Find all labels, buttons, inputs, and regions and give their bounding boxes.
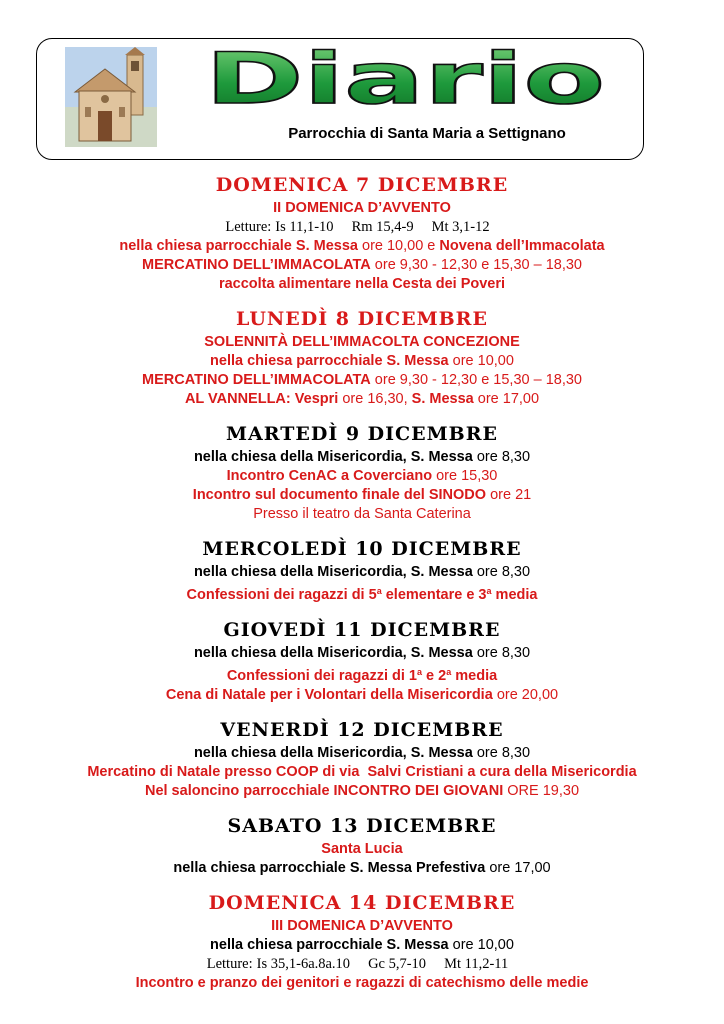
event-text: Cena di Natale per i Volontari della Misericordia (165, 687, 493, 703)
readings-label: Letture: (206, 956, 253, 972)
day-subtitle: II DOMENICA D’AVVENTO (273, 200, 451, 216)
event-text: elementare e 3 (385, 587, 487, 603)
event-text: Nel saloncino parrocchiale INCONTRO DEI GIOVANI (144, 783, 504, 799)
event-text: nella chiesa parrocchiale S. Messa Prefestiva (173, 860, 486, 876)
event-text: nella chiesa parrocchiale S. Messa (119, 238, 358, 254)
day-thursday-11 (0, 617, 724, 705)
event-text: nella chiesa della Misericordia, S. Messa (193, 645, 473, 661)
event-text: e 2 (426, 668, 447, 684)
reading-2: Rm 15,4-9 (351, 219, 414, 235)
church-illustration (65, 47, 157, 147)
event-line: Incontro e pranzo dei genitori e ragazzi di catechismo delle medie (135, 975, 589, 991)
day-sunday-7 (0, 172, 724, 294)
event-time: ore 10,00 (452, 937, 514, 953)
event-line: raccolta alimentare nella Cesta dei Poveri (218, 276, 506, 292)
event-time: ore 17,00 (477, 391, 540, 407)
event-line (0, 859, 724, 878)
day-title: MARTEDÌ 9 DICEMBRE (226, 423, 498, 445)
day-title: SABATO 13 DICEMBRE (227, 815, 497, 837)
day-title: MERCOLEDÌ 10 DICEMBRE (202, 538, 522, 560)
event-text: Incontro CenAC a Coverciano (226, 468, 433, 484)
ordinal-sup: a (416, 667, 422, 677)
event-text: nella chiesa della Misericordia, S. Messa (193, 745, 473, 761)
event-text: media (495, 587, 538, 603)
readings (0, 218, 724, 237)
reading-3: Mt 11,2-11 (444, 956, 509, 972)
event-time: ore 10,00 e (362, 238, 436, 254)
event-line (0, 582, 724, 605)
day-title: DOMENICA 7 DICEMBRE (215, 174, 509, 196)
day-title: DOMENICA 14 DICEMBRE (208, 892, 516, 914)
event-line (0, 663, 724, 686)
diario-title (185, 41, 625, 115)
event-time: ore 8,30 (476, 564, 531, 580)
event-time: ore 21 (490, 487, 532, 503)
event-text: nella chiesa della Misericordia, S. Messa (193, 449, 473, 465)
day-monday-8 (0, 306, 724, 409)
event-time: ore 8,30 (476, 745, 531, 761)
day-title: GIOVEDÌ 11 DICEMBRE (223, 619, 501, 641)
event-line (0, 352, 724, 371)
event-line (0, 644, 724, 663)
event-time: ore 20,00 (496, 687, 559, 703)
event-time: ore 17,00 (489, 860, 551, 876)
ordinal-sup: a (376, 586, 382, 596)
event-text: AL VANNELLA: Vespri (184, 391, 339, 407)
ordinal-sup: a (446, 667, 452, 677)
event-time: ore 10,00 (452, 353, 514, 369)
reading-1: Is 11,1-10 (275, 219, 334, 235)
event-text: Confessioni dei ragazzi di 5 (186, 587, 377, 603)
event-line (0, 371, 724, 390)
event-text: MERCATINO DELL’IMMACOLATA (142, 257, 371, 273)
event-line (0, 936, 724, 955)
readings (0, 955, 724, 974)
reading-1: Is 35,1-6a.8a.10 (256, 956, 351, 972)
event-text: MERCATINO DELL’IMMACOLATA (142, 372, 371, 388)
header-box (36, 38, 644, 160)
day-title: LUNEDÌ 8 DICEMBRE (236, 308, 488, 330)
day-sunday-14 (0, 890, 724, 993)
day-wednesday-10 (0, 536, 724, 605)
event-line (0, 744, 724, 763)
reading-3: Mt 3,1-12 (431, 219, 490, 235)
event-time: ore 8,30 (476, 645, 531, 661)
event-text: Incontro sul documento finale del SINODO (192, 487, 487, 503)
event-line (0, 467, 724, 486)
event-time: ore 15,30 (436, 468, 498, 484)
event-line (0, 686, 724, 705)
reading-2: Gc 5,7-10 (368, 956, 427, 972)
ordinal-sup: a (486, 586, 492, 596)
event-time: ore 9,30 - 12,30 e 15,30 – 18,30 (374, 257, 582, 273)
day-tuesday-9 (0, 421, 724, 524)
event-text: Confessioni dei ragazzi di 1 (226, 668, 417, 684)
event-line: Santa Lucia (321, 841, 403, 857)
event-line: Mercatino di Natale presso COOP di via Salvi Cristiani a cura della Misericordia (87, 764, 637, 780)
event-text: nella chiesa della Misericordia, S. Messa (193, 564, 473, 580)
event-time: ore 8,30 (476, 449, 531, 465)
event-time: ore 9,30 - 12,30 e 15,30 – 18,30 (374, 372, 582, 388)
event-time: ORE 19,30 (507, 783, 580, 799)
event-text: Novena dell’Immacolata (439, 238, 605, 254)
event-time: ore 16,30, (342, 391, 408, 407)
event-line (0, 256, 724, 275)
svg-text:Diario: Diario (205, 41, 605, 115)
event-text: media (455, 668, 498, 684)
event-line (0, 486, 724, 505)
event-line (0, 237, 724, 256)
schedule (0, 172, 724, 1005)
event-text: S. Messa (411, 391, 474, 407)
day-friday-12 (0, 717, 724, 801)
day-saturday-13 (0, 813, 724, 878)
event-text: nella chiesa parrocchiale S. Messa (210, 937, 449, 953)
event-line (0, 390, 724, 409)
event-line (0, 782, 724, 801)
event-line: Presso il teatro da Santa Caterina (253, 506, 471, 522)
day-title: VENERDÌ 12 DICEMBRE (220, 719, 504, 741)
event-text: nella chiesa parrocchiale S. Messa (210, 353, 449, 369)
parish-name: Parrocchia di Santa Maria a Settignano (288, 125, 566, 142)
event-line (0, 448, 724, 467)
readings-label: Letture: (225, 219, 272, 235)
day-subtitle: III DOMENICA D’AVVENTO (271, 918, 453, 934)
event-line (0, 563, 724, 582)
day-subtitle: SOLENNITÀ DELL’IMMACOLTA CONCEZIONE (204, 334, 520, 350)
